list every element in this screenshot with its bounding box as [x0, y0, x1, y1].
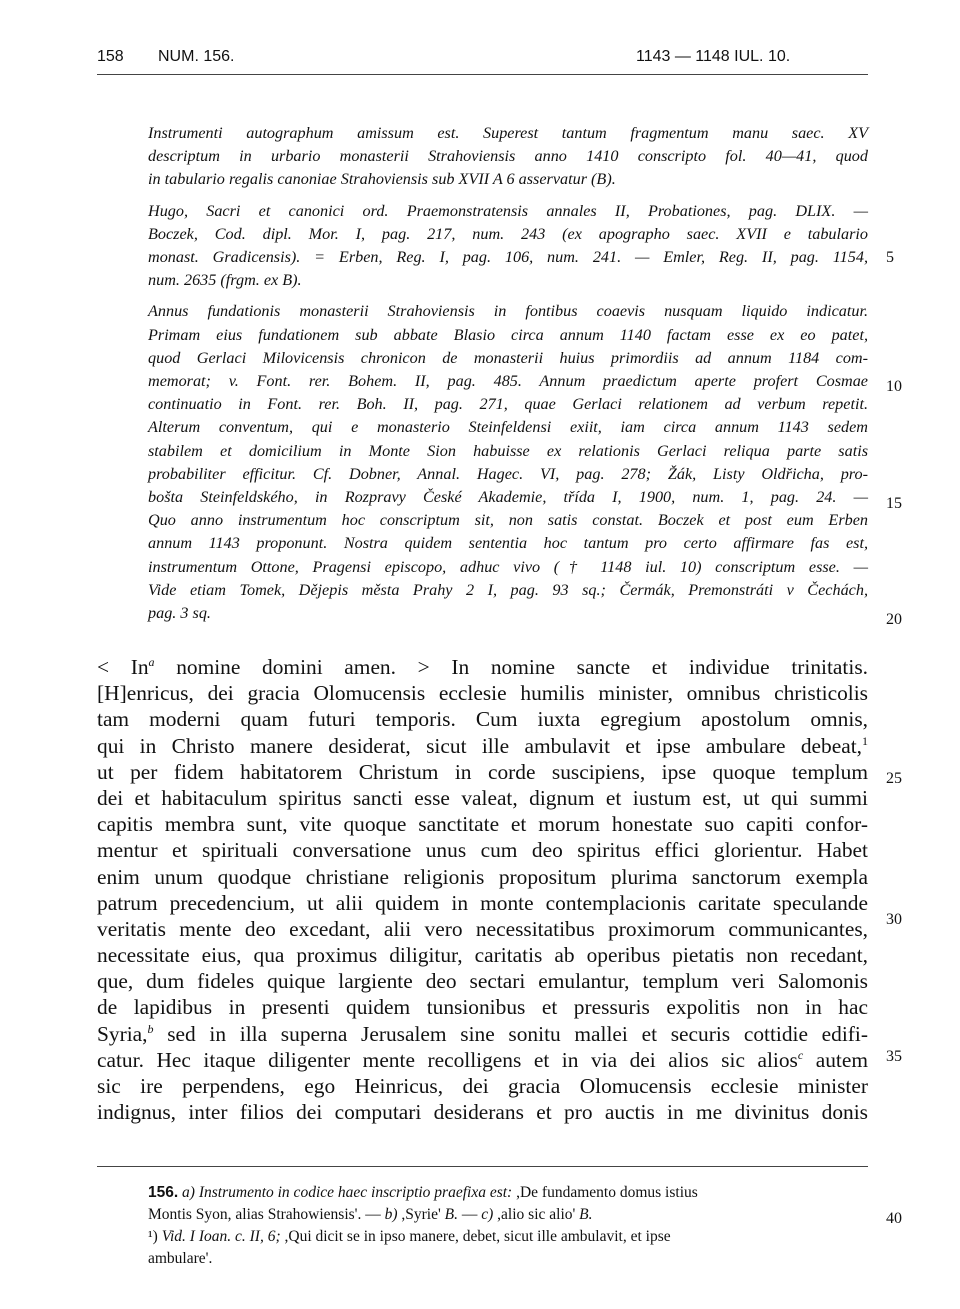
charter-line-text: de lapidibus in presenti quidem tunsionibus et pressuris expolitis non in hac	[97, 995, 868, 1020]
footnote-marker-b: b)	[384, 1206, 398, 1223]
charter-line-text: indignus, inter filios dei computari desiderans et pro auctis in me divinitus donis	[97, 1100, 868, 1125]
footnotes	[148, 1182, 868, 1270]
charter-line	[97, 837, 868, 863]
page-number: 158	[97, 48, 124, 65]
note-line: Hugo, Sacri et canonici ord. Praemonstratensis annales II, Probationes, pag. DLIX. —	[148, 201, 868, 220]
note-line: instrumentum Ottone, Pragensi episcopo, adhuc vivo († 1148 iul. 10) conscriptum esse. —	[148, 557, 868, 576]
charter-line-text: qui in Christo manere desiderat, sicut ille ambulavit et ipse ambulare debeat,	[97, 733, 862, 758]
footnote-1-text: ,Qui dicit se in ipso manere, debet, sicut ille ambulavit, et ipse	[280, 1228, 671, 1245]
note-paragraph	[148, 200, 868, 293]
footnote-b-source: B.	[444, 1206, 458, 1223]
charter-line-text: tam moderni quam futuri temporis. Cum iuxta egregium apostolum omnis,	[97, 707, 868, 732]
note-line: stabilem et domicilium in Monte Sion habuisse ex relationis Gerlaci reliqua parte satis	[148, 441, 868, 460]
footnote-document-number: 156.	[148, 1184, 179, 1201]
charter-line-text: mentur et spirituali conversatione unus cum deo spiritus effici glorientur. Habet	[97, 838, 868, 863]
note-line: Alterum conventum, qui e monasterio Steinfeldensi exiit, iam circa annum 1143 sedem	[148, 418, 868, 437]
charter-line-text: necessitate eius, qua proximus diligitur, caritatis ab operibus pietatis non recedant,	[97, 943, 868, 968]
footnote-line	[148, 1226, 868, 1248]
footnote-marker-a: a)	[182, 1184, 195, 1201]
line-number: 30	[886, 911, 902, 928]
note-line: continuatio in Font. rer. Boh. II, pag. 271, quae Gerlaci relationem ad verbum repetit.	[148, 395, 868, 414]
charter-line	[97, 1099, 868, 1125]
charter-line	[97, 785, 868, 811]
footnote-a-lead: Instrumento in codice haec inscriptio praefixa est:	[194, 1184, 517, 1201]
note-paragraph	[148, 300, 868, 625]
charter-line-text: capitis membra sunt, vite quoque sanctitate et morum honestate suo capiti confor-	[97, 812, 868, 837]
footnote-b-text: ,Syrie'	[397, 1206, 445, 1223]
footnote-1-reference: Vid. I Ioan. c. II, 6;	[161, 1228, 281, 1245]
footnote-1-text-cont: ambulare'.	[148, 1250, 213, 1267]
footnote-reference: c	[797, 1047, 804, 1062]
note-line: Quo anno instrumentum hoc conscriptum sit, non satis constat. Boczek et post eum Erben	[148, 511, 868, 530]
charter-line	[97, 942, 868, 968]
footnote-rule	[97, 1166, 868, 1167]
note-line: in tabulario regalis canoniae Strahoviensis sub XVII A 6 asservatur (B).	[148, 170, 616, 189]
line-number: 25	[886, 770, 902, 787]
note-line: pag. 3 sq.	[148, 604, 211, 623]
charter-line-text: catur. Hec itaque diligenter mente recolligens et in via dei alios sic alios	[97, 1047, 798, 1072]
charter-line	[97, 864, 868, 890]
date-range: 1143 — 1148 IUL. 10.	[636, 48, 791, 65]
document-number: NUM. 156.	[158, 48, 235, 65]
note-line: bošta Steinfeldského, in Rozpravy České Akademie, třída I, 1900, num. 1, pag. 24. —	[148, 488, 868, 507]
charter-line	[97, 1047, 868, 1073]
note-line: quod Gerlaci Milovicensis chronicon de monasterii huius primordiis ad annum 1184 com-	[148, 348, 868, 367]
charter-line-text: dei et habitaculum spiritus sancti esse valeat, dignum et iustum est, ut qui summi	[97, 785, 868, 810]
footnote-separator: —	[458, 1206, 482, 1223]
note-line: annum 1143 proponunt. Nostra quidem sententia hoc tantum pro certo affirmare fas est,	[148, 534, 868, 553]
charter-line-text: autem	[803, 1047, 868, 1072]
charter-line-text: Syria,	[97, 1021, 148, 1046]
charter-line-text: sed in illa superna Jerusalem sine sonitu mallei et securis cottidie edifi-	[153, 1021, 868, 1046]
line-number: 40	[886, 1210, 902, 1227]
footnote-line	[148, 1248, 868, 1270]
charter-line	[97, 994, 868, 1020]
footnote-a-text-cont: Montis Syon, alias Strahowiensis'. —	[148, 1206, 385, 1223]
charter-line	[97, 1073, 868, 1099]
footnote-marker-c: c)	[481, 1206, 494, 1223]
footnote-line	[148, 1204, 868, 1226]
note-line: monast. Gradicensis). = Erben, Reg. I, pag. 106, num. 241. — Emler, Reg. II, pag. 1154,	[148, 248, 868, 267]
footnote-reference: a	[148, 654, 155, 669]
charter-line	[97, 890, 868, 916]
footnote-c-source: B.	[579, 1206, 593, 1223]
note-line: num. 2635 (frgm. ex B).	[148, 271, 302, 290]
charter-line	[97, 654, 868, 680]
charter-line	[97, 916, 868, 942]
editorial-note	[148, 122, 868, 633]
charter-line-text: [H]enricus, dei gracia Olomucensis ecclesie humilis minister, omnibus christicolis	[97, 681, 868, 706]
header-rule	[97, 74, 868, 75]
charter-line	[97, 968, 868, 994]
note-paragraph	[148, 122, 868, 192]
note-line: Boczek, Cod. dipl. Mor. I, pag. 217, num. 243 (ex apographo saec. XVII e tabulario	[148, 224, 868, 243]
charter-line-text: veritatis mente deo excedant, alii vero necessitatibus proximorum communicantes,	[97, 916, 868, 941]
line-number: 35	[886, 1048, 902, 1065]
line-number: 5	[886, 249, 894, 266]
charter-line-text: patrum precedencium, ut alii quidem in monte contemplacionis caritate speculande	[97, 890, 868, 915]
charter-line-text: ut per fidem habitatorem Christum in corde suscipiens, ipse quoque templum	[97, 759, 868, 784]
charter-line	[97, 680, 868, 706]
charter-line	[97, 1021, 868, 1047]
footnote-reference: b	[147, 1021, 154, 1036]
note-line: memorat; v. Font. rer. Bohem. II, pag. 485. Annum praedictum aperte profert Cosmae	[148, 372, 868, 391]
note-line: probabiliter efficitur. Cf. Dobner, Annal. Hagec. VI, pag. 278; Žák, Listy Oldřicha, pro-	[148, 464, 868, 483]
charter-line	[97, 811, 868, 837]
note-line: Vide etiam Tomek, Dějepis města Prahy 2 I, pag. 93 sq.; Čermák, Premonstráti v Čechách,	[148, 580, 868, 599]
charter-line-text: sic ire perpendens, ego Heinricus, dei gracia Olomucensis ecclesie minister	[97, 1074, 868, 1098]
footnote-reference: 1	[862, 733, 868, 748]
footnote-marker-1: ¹)	[148, 1228, 162, 1245]
note-line: Primam eius fundationem sub abbate Blasio circa annum 1140 factam esse ex eo patet,	[148, 325, 868, 344]
line-number: 20	[886, 611, 902, 628]
charter-text	[97, 654, 868, 1125]
charter-line-text: enim unum quodque christiane religionis propositum plurima sanctorum exempla	[97, 864, 868, 889]
charter-line	[97, 759, 868, 785]
note-line: descriptum in urbario monasterii Strahoviensis anno 1410 conscripto fol. 40—41, quod	[148, 147, 868, 166]
charter-line-text: que, dum fideles quique largiente deo sectari emulantur, templum veri Salomonis	[97, 969, 868, 994]
charter-line-text: < In	[97, 655, 149, 679]
footnote-a-text: ,De fundamento domus istius	[516, 1184, 698, 1201]
note-line: Annus fundationis monasterii Strahoviensis in fontibus coaevis nusquam liquido indicatur.	[148, 302, 868, 321]
note-line: Instrumenti autographum amissum est. Superest tantum fragmentum manu saec. XV	[148, 124, 868, 142]
charter-line-text: nomine domini amen. > In nomine sancte et individue trinitatis.	[154, 655, 868, 679]
charter-line	[97, 733, 868, 759]
charter-line	[97, 706, 868, 732]
footnote-c-text: ,alio sic alio'	[493, 1206, 580, 1223]
footnote-line	[148, 1182, 868, 1204]
line-number: 10	[886, 378, 902, 395]
line-number: 15	[886, 495, 902, 512]
